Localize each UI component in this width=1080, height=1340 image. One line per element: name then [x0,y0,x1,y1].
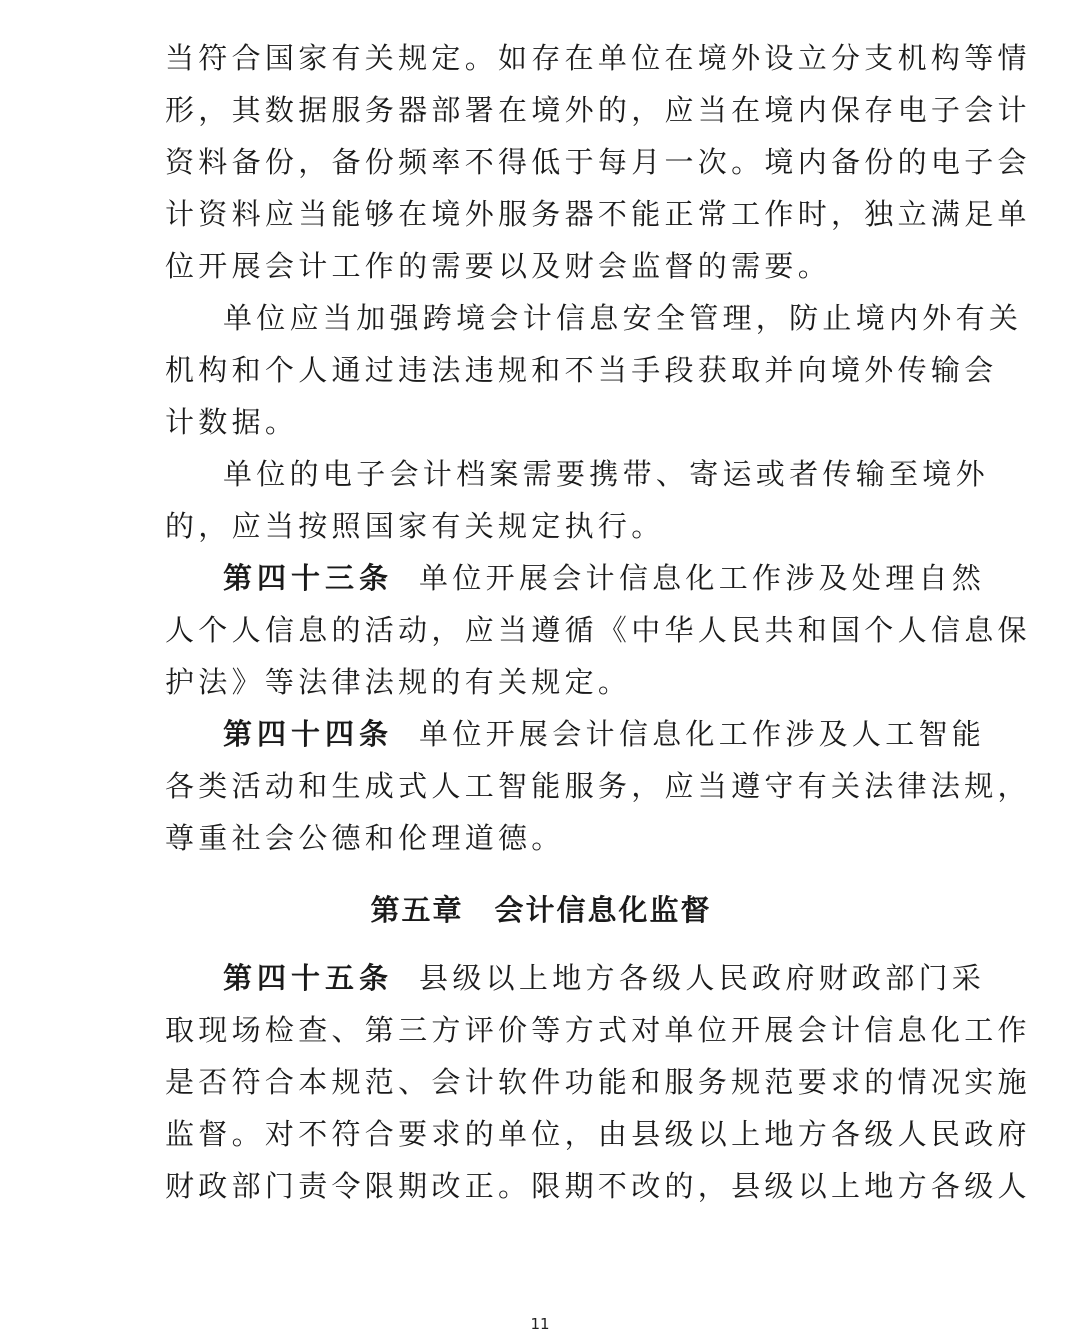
text-line: 单位应当加强跨境会计信息安全管理，防止境内外有关 [223,301,1023,335]
text-line: 各类活动和生成式人工智能服务，应当遵守有关法律法规， [165,769,1031,803]
article-43-first-line [165,552,986,604]
text-line: 机构和个人通过违法违规和不当手段获取并向境外传输会 [165,353,998,387]
text-line: 计资料应当能够在境外服务器不能正常工作时，独立满足单 [165,197,1031,231]
text-line: 人个人信息的活动，应当遵循《中华人民共和国个人信息保 [165,613,1031,647]
article-43-heading: 第四十三条 [223,561,394,595]
text-line: 当符合国家有关规定。如存在单位在境外设立分支机构等情 [165,41,1031,75]
text-line: 财政部门责令限期改正。限期不改的，县级以上地方各级人 [165,1169,1031,1203]
page-number: 11 [530,1315,550,1333]
chapter-title: 第五章 会计信息化监督 [370,893,712,927]
text-line: 计数据。 [165,405,299,439]
article-44-first-line [165,708,986,760]
text-line: 资料备份，备份频率不得低于每月一次。境内备份的电子会 [165,145,1031,179]
text-line: 是否符合本规范、会计软件功能和服务规范要求的情况实施 [165,1065,1031,1099]
text-line: 位开展会计工作的需要以及财会监督的需要。 [165,249,832,283]
article-45-heading: 第四十五条 [223,961,394,995]
text-line: 单位的电子会计档案需要携带、寄运或者传输至境外 [223,457,989,491]
text-line: 尊重社会公德和伦理道德。 [165,821,565,855]
text-line: 取现场检查、第三方评价等方式对单位开展会计信息化工作 [165,1013,1031,1047]
text-line: 监督。对不符合要求的单位，由县级以上地方各级人民政府 [165,1117,1031,1151]
text-line: 的，应当按照国家有关规定执行。 [165,509,665,543]
article-44-text: 单位开展会计信息化工作涉及人工智能 [419,717,986,751]
page-body [165,32,1031,1212]
article-44-heading: 第四十四条 [223,717,394,751]
article-45-text: 县级以上地方各级人民政府财政部门采 [419,961,986,995]
text-line: 护法》等法律法规的有关规定。 [165,665,632,699]
article-45-first-line [165,952,986,1004]
article-43-text: 单位开展会计信息化工作涉及处理自然 [419,561,986,595]
text-line: 形，其数据服务器部署在境外的，应当在境内保存电子会计 [165,93,1031,127]
